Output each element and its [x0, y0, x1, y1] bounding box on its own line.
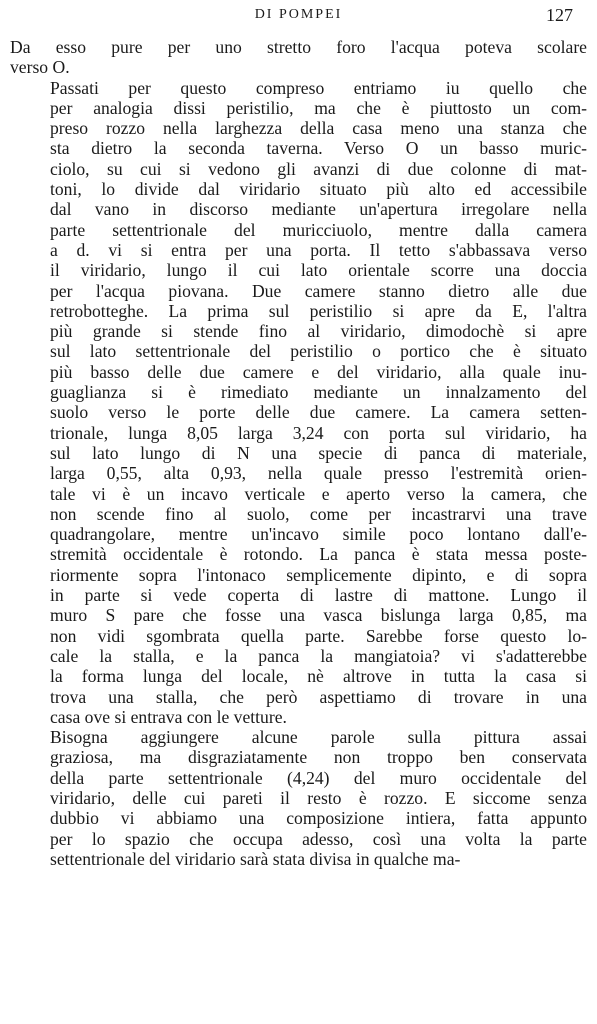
text-line: riormente sopra l'intonaco semplicemente dipinto, e di sopra: [50, 564, 587, 585]
text-line: settentrionale del viridario sarà stata divisa in qualche ma-: [50, 848, 461, 869]
text-line: per l'acqua piovana. Due camere stanno dietro alle due: [50, 280, 587, 301]
text-line: la forma lunga del locale, nè altrove in tutta la casa si: [50, 666, 587, 687]
text-line: in parte si vede coperta di lastre di mattone. Lungo il: [50, 585, 587, 606]
body-text: [10, 37, 587, 869]
text-line: non scende fino al suolo, come per incastrarvi una trave: [50, 503, 587, 524]
text-line: retrobotteghe. La prima sul peristilio si apre da E, l'altra: [50, 300, 587, 321]
text-line: più grande si stende fino al viridario, dimodochè si apre: [50, 321, 587, 342]
page-number: 127: [546, 5, 573, 25]
running-title: DI POMPEI: [254, 7, 343, 22]
text-line: cale la stalla, e la panca la mangiatoia? vi s'adatterebbe: [50, 645, 587, 666]
text-line: sul lato lungo di N una specie di panca di materiale,: [50, 442, 587, 463]
text-line: verso O.: [10, 57, 70, 78]
text-line: Bisogna aggiungere alcune parole sulla pittura assai: [50, 727, 587, 748]
text-line: muro S pare che fosse una vasca bislunga larga 0,85, ma: [50, 605, 587, 626]
text-line: trionale, lunga 8,05 larga 3,24 con porta sul viridario, ha: [50, 422, 587, 443]
text-line: dubbio vi abbiamo una composizione intiera, fatta appunto: [50, 808, 587, 829]
text-line: Da esso pure per uno stretto foro l'acqua poteva scolare: [10, 37, 587, 57]
text-line: guaglianza si è rimediato mediante un innalzamento del: [50, 382, 587, 403]
text-line: sta dietro la seconda taverna. Verso O un basso muric-: [50, 138, 587, 159]
text-line: graziosa, ma disgraziatamente non troppo ben conservata: [50, 747, 587, 768]
text-line: suolo verso le porte delle due camere. La camera setten-: [50, 402, 587, 423]
text-line: per analogia dissi peristilio, ma che è piuttosto un com-: [50, 97, 587, 118]
text-line: stremità occidentale è rotondo. La panca è stata messa poste-: [50, 544, 587, 565]
text-line: della parte settentrionale (4,24) del muro occidentale del: [50, 767, 587, 788]
running-header: [10, 3, 587, 27]
text-line: ciolo, su cui si vedono gli avanzi di due colonne di mat-: [50, 158, 587, 179]
text-line: parte settentrionale del muricciuolo, mentre dalla camera: [50, 219, 587, 240]
paragraph: [10, 727, 587, 869]
text-line: preso rozzo nella larghezza della casa meno una stanza che: [50, 118, 587, 139]
text-line: a d. vi si entra per una porta. Il tetto s'abbassava verso: [50, 239, 587, 260]
text-line: più basso delle due camere e del viridario, alla quale inu-: [50, 361, 587, 382]
text-line: tale vi è un incavo verticale e aperto verso la camera, che: [50, 483, 587, 504]
text-line: non vidi sgombrata quella parte. Sarebbe forse questo lo-: [50, 625, 587, 646]
text-line: viridario, delle cui pareti il resto è rozzo. E siccome senza: [50, 787, 587, 808]
text-line: Passati per questo compreso entriamo iu quello che: [50, 77, 587, 98]
text-line: quadrangolare, mentre un'incavo simile poco lontano dall'e-: [50, 524, 587, 545]
text-line: larga 0,55, alta 0,93, nella quale presso l'estremità orien-: [50, 463, 587, 484]
text-line: sul lato settentrionale del peristilio o portico che è situato: [50, 341, 587, 362]
text-line: toni, lo divide dal viridario situato più alto ed accessibile: [50, 179, 587, 200]
paragraph: [10, 37, 587, 78]
text-line: per lo spazio che occupa adesso, così una volta la parte: [50, 828, 587, 849]
text-line: casa ove si entrava con le vetture.: [50, 706, 287, 727]
text-line: trova una stalla, che però aspettiamo di trovare in una: [50, 686, 587, 707]
paragraph: [10, 78, 587, 728]
text-line: dal vano in discorso mediante un'apertura irregolare nella: [50, 199, 587, 220]
text-line: il viridario, lungo il cui lato orientale scorre una doccia: [50, 260, 587, 281]
